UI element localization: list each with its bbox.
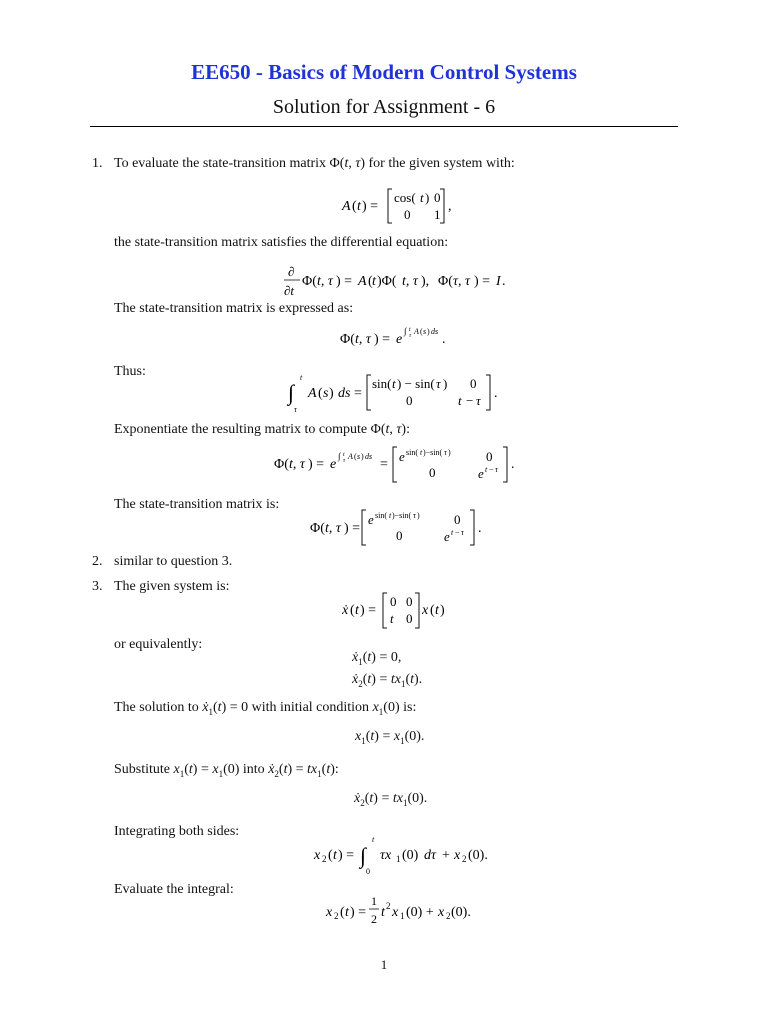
svg-text:+: + [442, 848, 450, 863]
svg-text:t: t [355, 603, 359, 618]
svg-text:∫: ∫ [338, 451, 341, 461]
svg-text:t: t [458, 393, 462, 408]
svg-text:e: e [444, 529, 450, 544]
q3-number: 3. [92, 579, 103, 594]
eq-x2dot: ẋ$_2$(t) = $tx_1(0)$. [354, 791, 428, 808]
svg-text:τ: τ [444, 448, 447, 457]
svg-text:x: x [392, 905, 399, 920]
svg-text:cos(: cos( [394, 190, 416, 205]
svg-text:) =: ) = [362, 199, 379, 214]
svg-text:0: 0 [406, 611, 413, 626]
svg-text:) =: ) = [308, 457, 325, 472]
svg-text:Φ(: Φ( [274, 457, 289, 472]
svg-text:sin(: sin( [375, 511, 387, 520]
eq-ode [282, 262, 522, 302]
svg-text:t: t [420, 448, 423, 457]
svg-text:Φ(: Φ( [438, 274, 453, 289]
svg-text:(0): (0) [402, 848, 419, 863]
svg-text:0: 0 [406, 393, 413, 408]
svg-text:2: 2 [334, 911, 339, 921]
svg-text:)Φ(: )Φ( [377, 274, 397, 289]
svg-text:τ: τ [495, 465, 498, 474]
svg-text:τx: τx [380, 848, 392, 863]
svg-text:(: ( [420, 327, 423, 336]
svg-text:1: 1 [434, 207, 441, 222]
svg-text:): ) [329, 386, 334, 401]
svg-text:t: t [435, 603, 439, 618]
svg-text:Φ(: Φ( [302, 274, 317, 289]
header-rule [90, 126, 678, 127]
svg-text:0: 0 [470, 376, 477, 391]
svg-text:t: t [392, 376, 396, 391]
svg-text:0: 0 [486, 449, 493, 464]
svg-text:.: . [478, 521, 482, 536]
eq-system [340, 590, 460, 630]
svg-text:∫: ∫ [404, 326, 407, 336]
svg-text:x: x [454, 848, 461, 863]
svg-text:x: x [422, 603, 429, 618]
svg-text:2: 2 [371, 912, 377, 926]
svg-text:2: 2 [322, 854, 327, 864]
svg-text:I: I [496, 274, 501, 289]
svg-text:) − sin(: ) − sin( [397, 376, 435, 391]
svg-text:τ: τ [461, 528, 464, 537]
svg-text:(0).: (0). [451, 905, 471, 920]
svg-text:−: − [489, 465, 494, 474]
eq-x2-integral [312, 832, 492, 876]
svg-text:0: 0 [454, 512, 461, 527]
eq-exponential [272, 444, 532, 484]
svg-text:.: . [442, 332, 446, 347]
svg-text:(: ( [328, 848, 333, 863]
svg-text:A: A [358, 274, 367, 289]
document-subtitle: Solution for Assignment - 6 [272, 96, 496, 118]
svg-text:0: 0 [404, 207, 411, 222]
svg-text:t: t [300, 373, 303, 382]
svg-text:ds: ds [431, 327, 439, 336]
svg-text:∂t: ∂t [284, 283, 295, 298]
q2-number: 2. [92, 554, 103, 569]
svg-text:1: 1 [396, 854, 401, 864]
svg-text:A: A [348, 452, 353, 461]
eq-integral-a [286, 370, 506, 414]
q3-intro: The given system is: [114, 579, 230, 594]
svg-text:t: t [333, 848, 337, 863]
svg-text:) =: ) = [360, 603, 377, 618]
document-title: EE650 - Basics of Modern Control Systems [191, 60, 577, 84]
svg-text:τ: τ [343, 458, 346, 464]
svg-text:(: ( [340, 905, 345, 920]
q1-number: 1. [92, 156, 103, 171]
eq-result [308, 506, 498, 546]
page-number: 1 [380, 957, 388, 972]
svg-text:): ) [427, 327, 430, 336]
svg-text:e: e [368, 512, 374, 527]
svg-text:t, τ: t, τ [289, 457, 305, 472]
svg-text:2: 2 [386, 901, 391, 911]
svg-text:dτ: dτ [424, 848, 437, 863]
svg-text:): ) [417, 511, 420, 520]
svg-text:(: ( [354, 452, 357, 461]
svg-text:A: A [308, 386, 317, 401]
svg-text:) =: ) = [336, 274, 353, 289]
svg-text:2: 2 [446, 911, 451, 921]
eq-equiv-1: ẋ$_1$(t) = 0, [352, 650, 402, 667]
svg-text:) =: ) = [374, 332, 391, 347]
svg-text:) =: ) = [474, 274, 491, 289]
svg-text:t: t [389, 511, 392, 520]
svg-text:=: = [354, 386, 362, 401]
q3-evaluate: Evaluate the integral: [114, 882, 234, 897]
eq-expression [338, 322, 458, 350]
svg-text:)−sin(: )−sin( [392, 511, 412, 520]
svg-text:): ) [440, 603, 445, 618]
svg-text:e: e [330, 457, 337, 472]
svg-text:Φ(: Φ( [310, 521, 325, 536]
q3-equiv: or equivalently: [114, 637, 203, 652]
q1-result-label: The state-transition matrix is: [114, 497, 280, 512]
svg-text:−: − [455, 528, 460, 537]
svg-text:0: 0 [366, 867, 370, 876]
svg-text:τ: τ [294, 405, 297, 414]
svg-text:−: − [466, 393, 474, 408]
svg-text:t, τ: t, τ [355, 332, 371, 347]
svg-text:0: 0 [406, 594, 413, 609]
svg-text:,: , [448, 199, 452, 214]
svg-text:(0).: (0). [468, 848, 488, 863]
svg-text:e: e [399, 449, 405, 464]
svg-text:): ) [448, 448, 451, 457]
svg-text:ds: ds [365, 452, 373, 461]
svg-text:0: 0 [429, 465, 436, 480]
svg-text:2: 2 [462, 854, 467, 864]
svg-text:t: t [345, 905, 349, 920]
svg-text:∫: ∫ [360, 843, 367, 868]
svg-text:(: ( [368, 274, 373, 289]
svg-text:t: t [485, 465, 488, 474]
svg-text:t: t [372, 274, 376, 289]
svg-text:) =: ) = [350, 905, 367, 920]
q1-expressed: The state-transition matrix is expressed as: [114, 301, 354, 316]
svg-text:τ: τ [436, 376, 441, 391]
svg-text:t, τ: t, τ [402, 274, 418, 289]
svg-text:t: t [381, 905, 385, 920]
q1-intro: To evaluate the state-transition matrix Φ(t, τ) for the given system with: [114, 156, 515, 171]
svg-text:0: 0 [396, 528, 403, 543]
svg-text:)−sin(: )−sin( [423, 448, 443, 457]
svg-text:ẋ: ẋ [342, 603, 349, 618]
svg-text:.: . [494, 386, 498, 401]
svg-text:s: s [423, 327, 427, 336]
svg-text:),: ), [421, 274, 430, 289]
svg-text:∫: ∫ [288, 380, 295, 405]
svg-text:0: 0 [390, 594, 397, 609]
eq-a-matrix [330, 186, 490, 226]
svg-text:sin(: sin( [406, 448, 418, 457]
svg-text:t, τ: t, τ [325, 521, 341, 536]
q1-satisfies: the state-transition matrix satisfies the differential equation: [114, 235, 449, 250]
svg-text:t: t [357, 199, 361, 214]
svg-text:t: t [372, 835, 375, 844]
svg-text:): ) [425, 190, 430, 205]
svg-text:τ: τ [476, 393, 481, 408]
svg-text:τ: τ [413, 511, 416, 520]
svg-text:s: s [357, 452, 361, 461]
svg-text:ds: ds [338, 386, 351, 401]
svg-text:τ, τ: τ, τ [453, 274, 471, 289]
svg-text:x: x [438, 905, 445, 920]
svg-text:(: ( [352, 199, 357, 214]
svg-text:x: x [314, 848, 321, 863]
svg-text:) =: ) = [344, 521, 361, 536]
svg-text:): ) [361, 452, 364, 461]
svg-text:sin(: sin( [372, 376, 392, 391]
q1-thus: Thus: [114, 364, 146, 379]
svg-text:) =: ) = [338, 848, 355, 863]
eq-x1: $x_1(t) = x_1(0)$. [355, 729, 425, 746]
eq-equiv-2: ẋ$_2$(t) = $tx_1(t)$. [352, 672, 423, 689]
svg-text:s: s [323, 386, 329, 401]
svg-text:τ: τ [409, 333, 412, 339]
svg-text:t, τ: t, τ [317, 274, 333, 289]
svg-text:(: ( [318, 386, 323, 401]
q2-text: similar to question 3. [114, 554, 233, 569]
svg-text:x: x [326, 905, 333, 920]
svg-text:1: 1 [371, 894, 377, 908]
svg-text:e: e [396, 332, 403, 347]
svg-text:Φ(: Φ( [340, 332, 355, 347]
svg-text:A: A [342, 199, 351, 214]
svg-text:(0) +: (0) + [406, 905, 434, 920]
q1-exponentiate: Exponentiate the resulting matrix to compute Φ(t, τ): [114, 422, 410, 437]
svg-text:0: 0 [434, 190, 441, 205]
svg-text:(: ( [350, 603, 355, 618]
svg-text:.: . [511, 457, 515, 472]
svg-text:=: = [380, 457, 388, 472]
svg-text:t: t [451, 528, 454, 537]
svg-text:): ) [443, 376, 448, 391]
svg-text:e: e [478, 466, 484, 481]
eq-final [324, 892, 474, 932]
svg-text:t: t [390, 611, 394, 626]
svg-text:A: A [414, 327, 419, 336]
svg-text:∂: ∂ [288, 264, 295, 279]
q3-integrating: Integrating both sides: [114, 824, 240, 839]
svg-text:1: 1 [400, 911, 405, 921]
svg-text:t: t [420, 190, 424, 205]
svg-text:t: t [343, 452, 345, 458]
svg-text:t: t [409, 327, 411, 333]
q3-solution-to: The solution to ẋ$_1$(t) = 0 with initial condition $x_1(0)$ is: [114, 700, 417, 717]
q3-substitute: Substitute $x_1(t) = x_1(0)$ into ẋ$_2$(t) = $tx_1(t)$: [114, 762, 339, 779]
svg-text:(: ( [430, 603, 435, 618]
svg-text:.: . [502, 274, 506, 289]
